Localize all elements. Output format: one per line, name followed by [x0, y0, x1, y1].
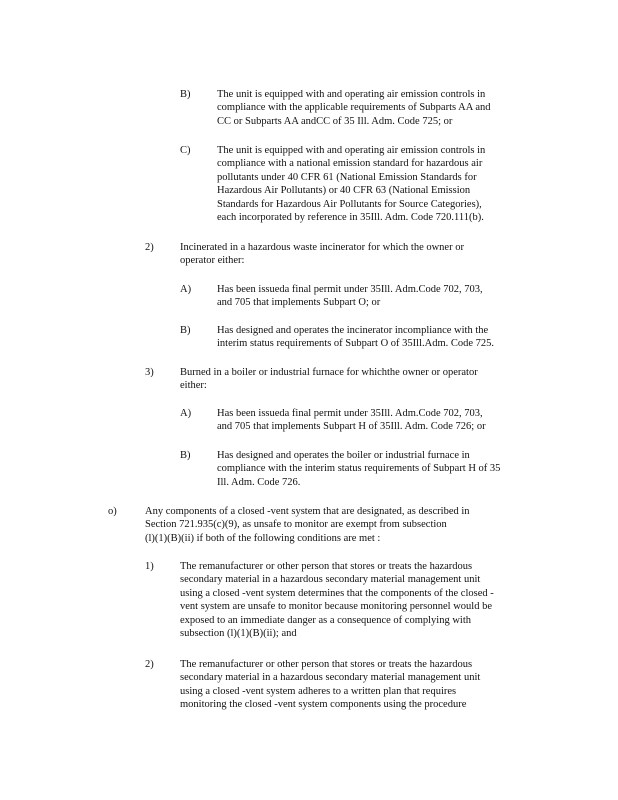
- text-line: using a closed -vent system adheres to a written plan that requires: [180, 685, 457, 697]
- text-line: interim status requirements of Subpart O of 35Ill.Adm. Code 725.: [217, 338, 495, 350]
- item-marker: A): [180, 284, 192, 295]
- text-line: and 705 that implements Subpart H of 35Ill. Adm. Code 726; or: [217, 421, 486, 433]
- text-line: pollutants under 40 CFR 61 (National Emission Standards for: [217, 171, 477, 183]
- item-text: [180, 366, 516, 393]
- item-marker: 2): [145, 659, 154, 670]
- text-line: compliance with the interim status requirements of Subpart H of 35: [217, 463, 501, 475]
- text-line: either:: [180, 380, 207, 392]
- text-line: secondary material in a hazardous secondary material management unit: [180, 672, 481, 684]
- item-text: [145, 505, 515, 545]
- text-line: vent system are unsafe to monitor because monitoring personnel would be: [180, 601, 493, 613]
- text-line: The unit is equipped with and operating air emission controls in: [217, 145, 486, 156]
- text-line: exposed to an immediate danger as a consequence of complying with: [180, 614, 471, 626]
- text-line: The unit is equipped with and operating air emission controls in: [217, 89, 486, 100]
- item-marker: o): [108, 506, 117, 517]
- text-line: CC or Subparts AA andCC of 35 Ill. Adm. Code 725; or: [217, 115, 453, 127]
- text-line: Incinerated in a hazardous waste incinerator for which the owner or: [180, 242, 464, 253]
- item-text: [217, 324, 533, 351]
- item-text: [217, 449, 537, 489]
- text-line: Section 721.935(c)(9), as unsafe to monitor are exempt from subsection: [145, 519, 447, 531]
- item-text: [217, 144, 528, 224]
- text-line: Has been issueda final permit under 35Ill. Adm.Code 702, 703,: [217, 408, 483, 419]
- text-line: operator either:: [180, 255, 245, 267]
- text-line: The remanufacturer or other person that stores or treats the hazardous: [180, 659, 473, 670]
- text-line: Standards for Hazardous Air Pollutants for Source Categories),: [217, 198, 482, 210]
- text-line: Hazardous Air Pollutants) or 40 CFR 63 (National Emission: [217, 185, 471, 197]
- text-line: Has designed and operates the incinerator incompliance with the: [217, 325, 489, 336]
- item-marker: C): [180, 145, 191, 156]
- item-marker: A): [180, 408, 192, 419]
- text-line: (l)(1)(B)(ii) if both of the following conditions are met :: [145, 532, 381, 544]
- text-line: monitoring the closed -vent system components using the procedure: [180, 699, 467, 711]
- item-marker: 1): [145, 561, 154, 572]
- item-marker: B): [180, 450, 191, 461]
- text-line: subsection (l)(1)(B)(ii); and: [180, 628, 297, 640]
- item-text: [217, 407, 528, 434]
- text-line: using a closed -vent system determines that the components of the closed -: [180, 587, 494, 599]
- text-line: and 705 that implements Subpart O; or: [217, 297, 381, 309]
- text-line: compliance with a national emission standard for hazardous air: [217, 158, 483, 170]
- text-line: The remanufacturer or other person that stores or treats the hazardous: [180, 561, 473, 572]
- text-line: Has designed and operates the boiler or industrial furnace in: [217, 450, 470, 461]
- text-line: Ill. Adm. Code 726.: [217, 476, 301, 488]
- item-text: [180, 560, 540, 640]
- item-marker: B): [180, 89, 191, 100]
- item-text: [217, 88, 528, 128]
- item-text: [180, 658, 527, 712]
- text-line: Has been issueda final permit under 35Ill. Adm.Code 702, 703,: [217, 284, 483, 295]
- text-line: Any components of a closed -vent system that are designated, as described in: [145, 506, 470, 517]
- text-line: each incorporated by reference in 35Ill. Adm. Code 720.111(b).: [217, 212, 484, 224]
- text-line: secondary material in a hazardous secondary material management unit: [180, 574, 481, 586]
- item-marker: 3): [145, 367, 154, 378]
- text-line: Burned in a boiler or industrial furnace for whichthe owner or operator: [180, 367, 478, 378]
- item-marker: 2): [145, 242, 154, 253]
- text-line: compliance with the applicable requirements of Subparts AA and: [217, 102, 491, 114]
- item-text: [217, 283, 528, 310]
- item-text: [180, 241, 510, 268]
- item-marker: B): [180, 325, 191, 336]
